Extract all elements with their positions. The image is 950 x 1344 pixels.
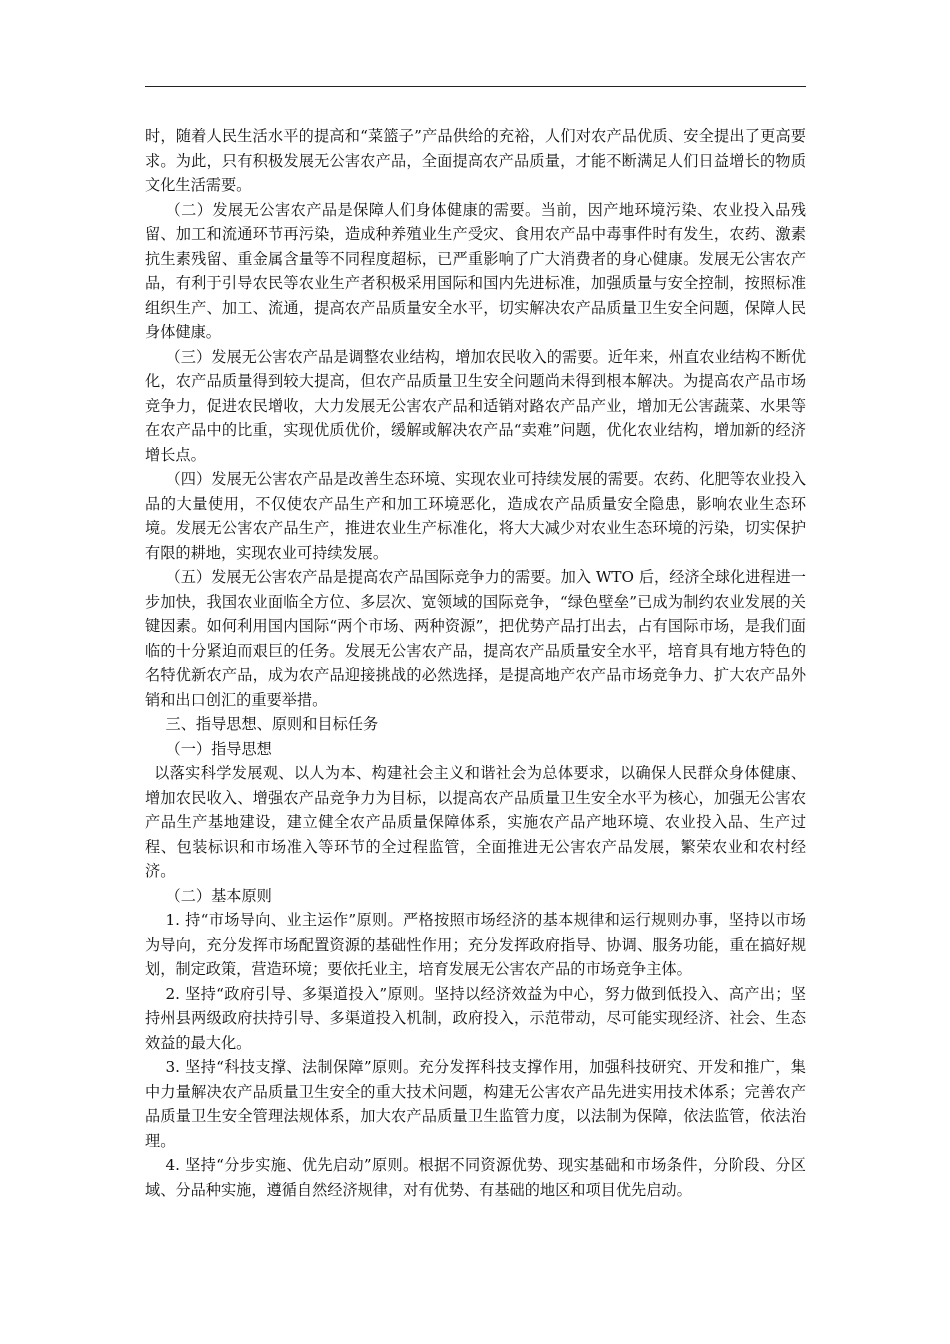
paragraph-guiding-thought: 以落实科学发展观、以人为本、构建社会主义和谐社会为总体要求，以确保人民群众身体健康、增加农民收入、增强农产品竞争力为目标，以提高农产品质量卫生安全水平为核心，加强无公害农产品生产基地建设，建立健全农产品质量保障体系，实施农产品产地环境、农业投入品、生产过程、包装标识和市场准入等环节的全过程监管，全面推进无公害农产品发展，繁荣农业和农村经济。 <box>145 764 806 880</box>
paragraph-competitiveness-need: （五）发展无公害农产品是提高农产品国际竞争力的需要。加入 WTO 后，经济全球化进程进一步加快，我国农业面临全方位、多层次、宽领域的国际竞争，“绿色壁垒”已成为制约农业发展的关键因素。如何利用国内国际“两个市场、两种资源”，把优势产品打出去，占有国际市场，是我们面临的十分紧迫而艰巨的任务。发展无公害农产品，提高农产品质量安全水平，培育具有地方特色的名特优新农产品，成为农产品迎接挑战的必然选择，是提高地产农产品市场竞争力、扩大农产品外销和出口创汇的重要举措。 <box>145 568 806 709</box>
paragraph-health-need: （二）发展无公害农产品是保障人们身体健康的需要。当前，因产地环境污染、农业投入品残留、加工和流通环节再污染，造成种养殖业生产受灾、食用农产品中毒事件时有发生，农药、激素抗生素残留、重金属含量等不同程度超标，已严重影响了广大消费者的身心健康。发展无公害农产品，有利于引导农民等农业生产者积极采用国际和国内先进标准，加强质量与安全控制，按照标准组织生产、加工、流通，提高农产品质量安全水平，切实解决农产品质量卫生安全问题，保障人民身体健康。 <box>145 200 806 341</box>
section-heading-guidance: 三、指导思想、原则和目标任务 <box>165 715 379 733</box>
principle-item: 1. 持“市场导向、业主运作”原则。严格按照市场经济的基本规律和运行规则办事，坚持以市场为导向，充分发挥市场配置资源的基础性作用；充分发挥政府指导、协调、服务功能，重在搞好规划，制定政策，营造环境；要依托业主，培育发展无公害农产品的市场竞争主体。 <box>145 911 806 978</box>
principle-item: 2. 坚持“政府引导、多渠道投入”原则。坚持以经济效益为中心，努力做到低投入、高产出；坚持州县两级政府扶持引导、多渠道投入机制，政府投入，示范带动，尽可能实现经济、社会、生态效益的最大化。 <box>145 984 806 1052</box>
subsection-heading-principles: （二）基本原则 <box>165 886 272 905</box>
principle-item: 4. 坚持“分步实施、优先启动”原则。根据不同资源优势、现实基础和市场条件，分阶段、分区域、分品种实施，遵循自然经济规律，对有优势、有基础的地区和项目优先启动。 <box>145 1156 806 1199</box>
document-body <box>145 124 806 1202</box>
subsection-heading-guiding-thought: （一）指导思想 <box>165 739 272 758</box>
paragraph-intro-continuation: 时，随着人民生活水平的提高和“菜篮子”产品供给的充裕，人们对农产品优质、安全提出了更高要求。为此，只有积极发展无公害农产品，全面提高农产品质量，才能不断满足人们日益增长的物质文化生活需要。 <box>145 127 806 194</box>
principle-item: 3. 坚持“科技支撑、法制保障”原则。充分发挥科技支撑作用，加强科技研究、开发和推广，集中力量解决农产品质量卫生安全的重大技术问题，构建无公害农产品先进实用技术体系；完善农产品质量卫生安全管理法规体系，加大农产品质量卫生监管力度，以法制为保障，依法监管，依法治理。 <box>145 1058 806 1150</box>
paragraph-structure-income-need: （三）发展无公害农产品是调整农业结构，增加农民收入的需要。近年来，州直农业结构不断优化，农产品质量得到较大提高，但农产品质量卫生安全问题尚未得到根本解决。为提高农产品市场竞争力，促进农民增收，大力发展无公害农产品和适销对路农产品产业，增加无公害蔬菜、水果等在农产品中的比重，实现优质优价，缓解或解决农产品“卖难”问题，优化农业结构，增加新的经济增长点。 <box>145 347 806 464</box>
header-rule <box>145 86 806 87</box>
paragraph-ecology-need: （四）发展无公害农产品是改善生态环境、实现农业可持续发展的需要。农药、化肥等农业投入品的大量使用，不仅使农产品生产和加工环境恶化，造成农产品质量安全隐患，影响农业生态环境。发展无公害农产品生产，推进农业生产标准化，将大大减少对农业生态环境的污染，切实保护有限的耕地，实现农业可持续发展。 <box>145 470 806 562</box>
